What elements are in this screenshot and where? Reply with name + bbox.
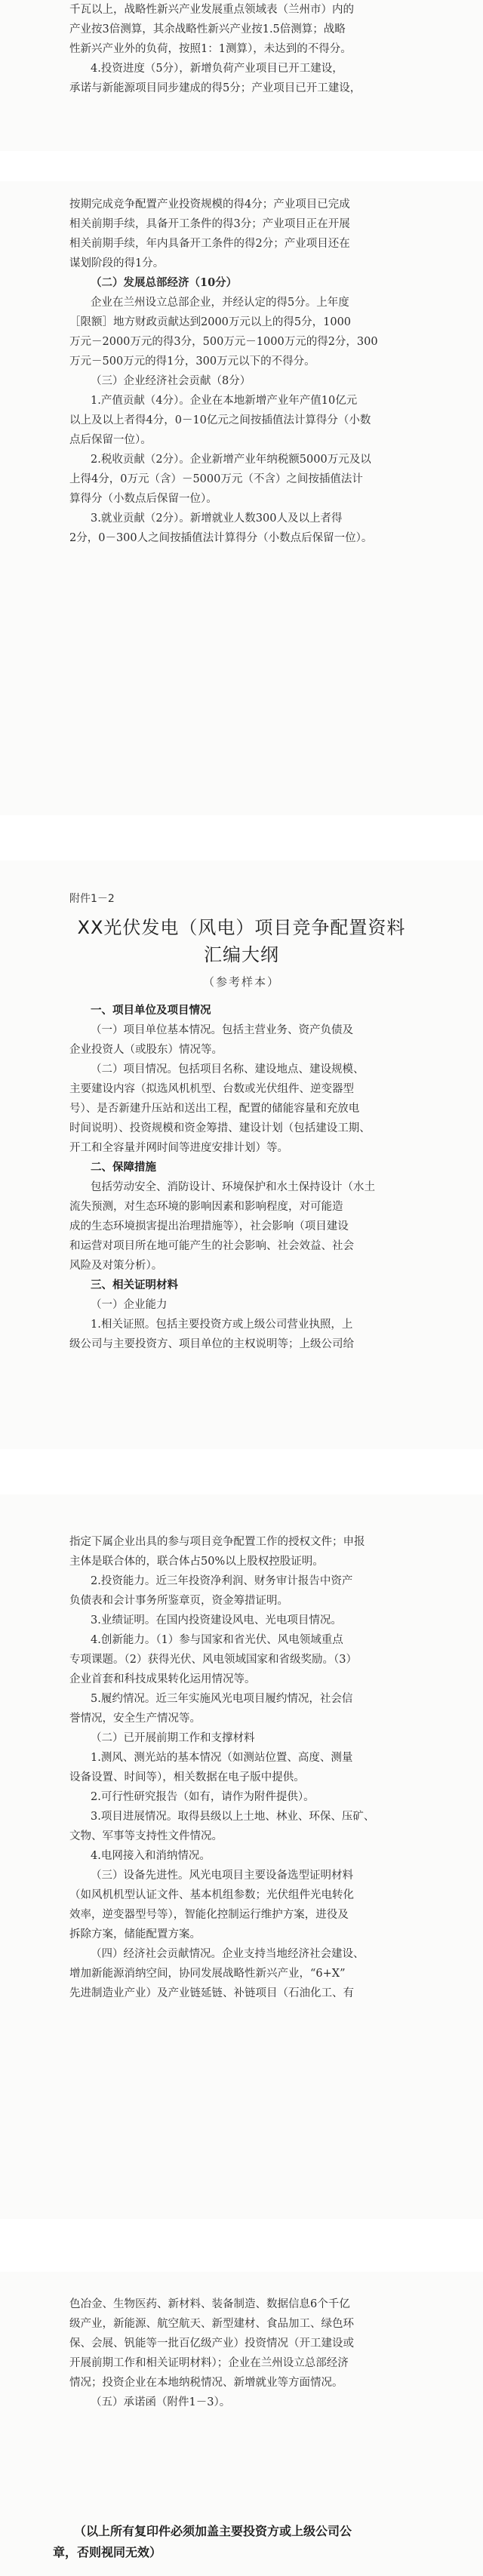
text-line: 开展前期工作和相关证明材料）；企业在兰州设立总部经济 bbox=[69, 2357, 349, 2369]
page-gap bbox=[0, 2219, 483, 2272]
text-line: 主要建设内容（拟选风机机型、台数或光伏组件、逆变器型 bbox=[69, 1083, 354, 1095]
document-page-5 bbox=[0, 2272, 483, 2576]
text-line: 流失预测，对生态环境的影响因素和影响程度，对可能造 bbox=[69, 1201, 343, 1213]
text-line: 企业投资人（或股东）情况等。 bbox=[69, 1044, 223, 1056]
text-line: 文物、军事等支持性文件情况。 bbox=[69, 1830, 223, 1842]
text-line: 按期完成竞争配置产业投资规模的得4分；产业项目已完成 bbox=[69, 199, 350, 211]
text-line: 相关前期手续，具备开工条件的得3分；产业项目正在开展 bbox=[69, 218, 350, 230]
subsection-heading: （三）设备先进性。风光电项目主要设备选型证明材料 bbox=[91, 1870, 353, 1882]
text-line: （一）项目单位基本情况。包括主营业务、资产负债及 bbox=[91, 1024, 353, 1036]
page-gap bbox=[0, 1449, 483, 1494]
text-line: 色冶金、生物医药、新材料、装备制造、数据信息6个千亿 bbox=[69, 2298, 350, 2310]
section-heading: 一、项目单位及项目情况 bbox=[91, 1004, 211, 1017]
text-line: 承诺与新能源项目同步建成的得5分；产业项目已开工建设， bbox=[69, 82, 361, 94]
text-line: （二）项目情况。包括项目名称、建设地点、建设规模、 bbox=[91, 1063, 365, 1076]
text-line: 性新兴产业外的负荷，按照1：1测算），未达到的不得分。 bbox=[69, 43, 352, 55]
text-line: 5.履约情况。近三年实施风光电项目履约情况，社会信 bbox=[91, 1693, 353, 1705]
text-line: 号）、是否新建升压站和送出工程，配置的储能容量和充放电 bbox=[69, 1103, 360, 1115]
text-line: 2分，0－300人之间按插值法计算得分（小数点后保留一位）。 bbox=[69, 532, 373, 544]
section-heading: 三、相关证明材料 bbox=[91, 1279, 178, 1291]
text-line: 保、会展、钒能等一批百亿级产业）投资情况（开工建设或 bbox=[69, 2337, 354, 2350]
paragraph-block bbox=[69, 1001, 429, 1354]
text-line: 主体是联合体的，联合体占50%以上股权控股证明。 bbox=[69, 1556, 324, 1568]
section-heading: （三）企业经济社会贡献（8分） bbox=[91, 375, 251, 387]
note-line: 章，否则视同无效） bbox=[53, 2545, 162, 2559]
text-line: 万元－2000万元的得3分，500万元－1000万元的得2分，300 bbox=[69, 336, 378, 348]
document-title-line-1: XX光伏发电（风电）项目竞争配置资料 bbox=[77, 917, 406, 938]
text-line: 点后保留一位）。 bbox=[69, 434, 152, 446]
text-line: 上得4分，0万元（含）－5000万元（不含）之间按插值法计 bbox=[69, 473, 363, 485]
text-line: 3.业绩证明。在国内投资建设风电、光电项目情况。 bbox=[91, 1614, 342, 1627]
text-line: 开工和全容量并网时间等进度安排计划）等。 bbox=[69, 1142, 288, 1154]
text-line: 2.税收贡献（2分）。企业新增产业年纳税额5000万元及以 bbox=[91, 454, 371, 466]
text-line: 增加新能源消纳空间，协同发展战略性新兴产业，“6+X” bbox=[69, 1968, 346, 1980]
text-line: 谋划阶段的得1分。 bbox=[69, 257, 165, 269]
text-line: 专项课题。（2）获得光伏、风电领域国家和省级奖励。（3） bbox=[69, 1654, 357, 1666]
text-line: 3.项目进展情况。取得县级以上土地、林业、环保、压矿、 bbox=[91, 1811, 375, 1823]
text-line: 以上及以上者得4分，0－10亿元之间按插值法计算得分（小数 bbox=[69, 414, 371, 426]
document-title-line-2: 汇编大纲 bbox=[204, 944, 279, 965]
paragraph-block bbox=[69, 2294, 429, 2412]
text-line: 指定下属企业出具的参与项目竞争配置工作的授权文件；申报 bbox=[69, 1536, 365, 1548]
text-line: 级公司与主要投资方、项目单位的主权说明等；上级公司给 bbox=[69, 1338, 354, 1350]
text-line: 万元－500万元的得1分，300万元以下的不得分。 bbox=[69, 355, 315, 368]
text-line: 4.创新能力。（1）参与国家和省光伏、风电领域重点 bbox=[91, 1634, 343, 1646]
text-line: 相关前期手续，年内具备开工条件的得2分；产业项目还在 bbox=[69, 238, 350, 250]
text-line: ［限额］地方财政贡献达到2000万元以上的得5分，1000 bbox=[69, 316, 352, 328]
subsection-heading: （二）已开展前期工作和支撑材料 bbox=[91, 1732, 255, 1744]
text-line: 1.产值贡献（4分）。企业在本地新增产业年产值10亿元 bbox=[91, 395, 358, 407]
attachment-label: 附件1－2 bbox=[69, 893, 115, 905]
text-line: 誉情况，安全生产情况等。 bbox=[69, 1713, 201, 1725]
text-line: 情况；投资企业在本地纳税情况、新增就业等方面情况。 bbox=[69, 2377, 343, 2389]
subsection-heading: （四）经济社会贡献情况。企业支持当地经济社会建设、 bbox=[91, 1948, 365, 1960]
text-line: 1.相关证照。包括主要投资方或上级公司营业执照，上 bbox=[91, 1319, 353, 1331]
section-heading: 二、保障措施 bbox=[91, 1161, 156, 1174]
page-gap bbox=[0, 815, 483, 860]
text-line: 4.电网接入和消纳情况。 bbox=[91, 1850, 211, 1862]
document-subtitle: （参考样本） bbox=[202, 975, 280, 989]
document-page-3 bbox=[0, 860, 483, 1449]
text-line: 1.测风、测光站的基本情况（如测站位置、高度、测量 bbox=[91, 1752, 353, 1764]
text-line: 时间说明）、投资规模和资金筹措、建设计划（包括建设工期、 bbox=[69, 1122, 371, 1134]
text-line: 和运营对项目所在地可能产生的社会影响、社会效益、社会 bbox=[69, 1240, 354, 1252]
text-line: 级产业，新能源、航空航天、新型建材、食品加工、绿色环 bbox=[69, 2318, 354, 2330]
text-line: 企业在兰州设立总部企业，并经认定的得5分。上年度 bbox=[91, 297, 349, 309]
document-page-2 bbox=[0, 181, 483, 815]
note-line: （以上所有复印件必须加盖主要投资方或上级公司公 bbox=[74, 2524, 352, 2538]
subsection-heading: （五）承诺函（附件1－3）。 bbox=[91, 2396, 231, 2408]
text-line: 先进制造业产业）及产业链延链、补链项目（石油化工、有 bbox=[69, 1987, 354, 1999]
paragraph-block bbox=[69, 1532, 429, 2003]
text-line: 成的生态环境损害提出治理措施等），社会影响（项目建设 bbox=[69, 1220, 349, 1233]
text-line: 4.投资进度（5分），新增负荷产业项目已开工建设， bbox=[91, 63, 343, 75]
text-line: 2.投资能力。近三年投资净利润、财务审计报告中资产 bbox=[91, 1575, 353, 1587]
page-gap bbox=[0, 151, 483, 181]
document-page-4 bbox=[0, 1494, 483, 2219]
text-line: 算得分（小数点后保留一位）。 bbox=[69, 493, 217, 505]
subsection-heading: （一）企业能力 bbox=[91, 1299, 168, 1311]
text-line: 设备设置、时间等），相关数据在电子版中提供。 bbox=[69, 1771, 305, 1784]
text-line: 包括劳动安全、消防设计、环境保护和水土保持设计（水土 bbox=[91, 1181, 375, 1193]
text-line: 效率，逆变器型号等），智能化控制运行维护方案，进役及 bbox=[69, 1909, 349, 1921]
text-line: 负债表和会计事务所鉴章页，资金筹措证明。 bbox=[69, 1595, 288, 1607]
text-line: 风险及对策分析）。 bbox=[69, 1260, 163, 1272]
text-line: （如风机机型认证文件、基本机组参数；光伏组件光电转化 bbox=[69, 1889, 354, 1901]
paragraph-block bbox=[69, 0, 429, 98]
text-line: 产业按3倍测算，其余战略性新兴产业按1.5倍测算；战略 bbox=[69, 23, 346, 35]
text-line: 拆除方案，储能配置方案。 bbox=[69, 1928, 201, 1940]
text-line: 2.可行性研究报告（如有，请作为附件提供）。 bbox=[91, 1791, 315, 1803]
text-line: 3.就业贡献（2分）。新增就业人数300人及以上者得 bbox=[91, 512, 343, 525]
text-line: 千瓦以上，战略性新兴产业发展重点领域表（兰州市）内的 bbox=[69, 4, 354, 16]
text-line: 企业首套和科技成果转化运用情况等。 bbox=[69, 1673, 256, 1685]
paragraph-block bbox=[69, 195, 429, 548]
document-page-1 bbox=[0, 0, 483, 151]
section-heading: （二）发展总部经济（10分） bbox=[91, 276, 238, 289]
closing-note bbox=[53, 2521, 430, 2563]
